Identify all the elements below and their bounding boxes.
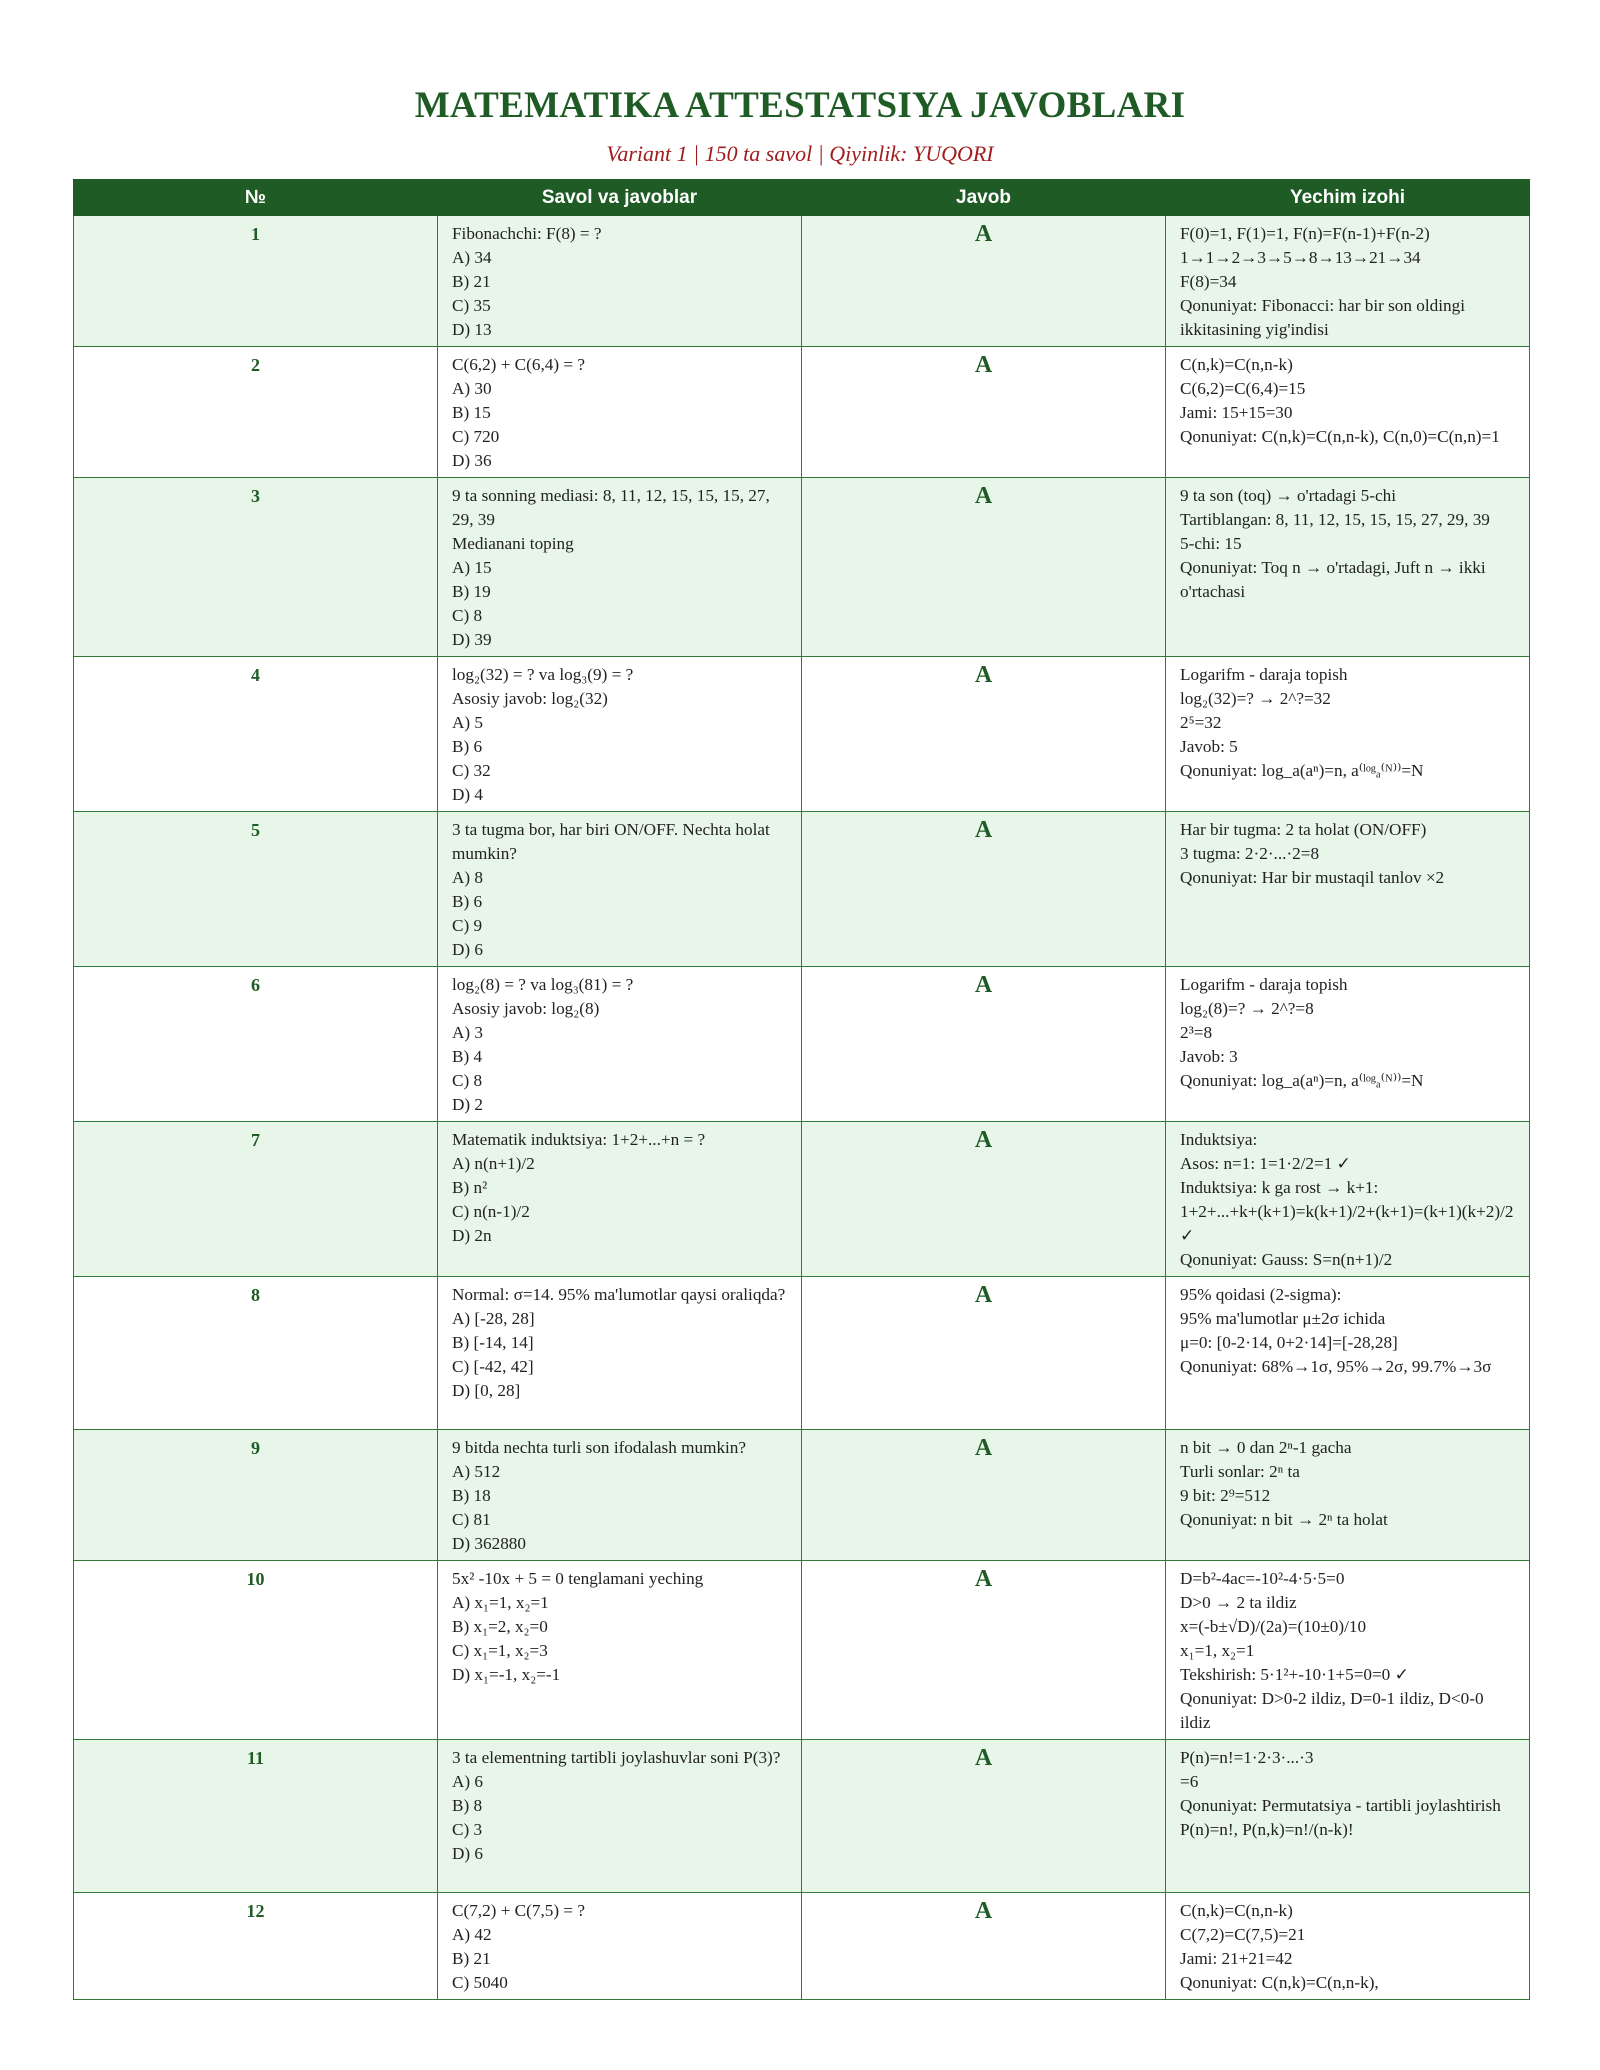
- solution-line: Induktsiya:: [1180, 1130, 1258, 1149]
- question-line: D) 2: [452, 1095, 484, 1114]
- table-row: [74, 1430, 1530, 1561]
- solution-line: 5-chi: 15: [1180, 534, 1242, 553]
- solution-line: Jami: 21+21=42: [1180, 1949, 1293, 1968]
- solution-line: Qonuniyat: log_a(aⁿ)=n, a⁽ˡᵒᵍₐ⁽ᴺ⁾⁾=N: [1180, 1071, 1424, 1090]
- solution-cell: [1166, 1122, 1530, 1277]
- question-line: A) n(n+1)/2: [452, 1154, 535, 1173]
- solution-line: n bit → 0 dan 2ⁿ-1 gacha: [1180, 1438, 1352, 1457]
- column-header-answer: Javob: [802, 180, 1166, 216]
- question-line: A) 3: [452, 1023, 484, 1042]
- question-line: Asosiy javob: log₂(8): [452, 999, 600, 1018]
- table-row: [74, 967, 1530, 1122]
- question-line: B) 21: [452, 272, 491, 291]
- question-cell: [438, 1561, 802, 1740]
- column-header-solution: Yechim izohi: [1166, 180, 1530, 216]
- table-row: [74, 347, 1530, 478]
- question-text: log₂(8) = ? va log₃(81) = ?: [452, 975, 634, 994]
- solution-line: x=(-b±√D)/(2a)=(10±0)/10: [1180, 1617, 1367, 1636]
- solution-line: 9 ta son (toq) → o'rtadagi 5-chi: [1180, 486, 1396, 505]
- question-cell: [438, 1893, 802, 2000]
- solution-line: Javob: 3: [1180, 1047, 1238, 1066]
- question-line: D) 6: [452, 940, 484, 959]
- solution-line: Qonuniyat: Permutatsiya - tartibli joylashtirish: [1180, 1796, 1501, 1815]
- question-text: Fibonachchi: F(8) = ?: [452, 224, 602, 243]
- solution-cell: [1166, 1277, 1530, 1430]
- correct-answer: A: [802, 1277, 1166, 1430]
- question-text: 9 ta sonning mediasi: 8, 11, 12, 15, 15, 15, 27, 29, 39: [452, 486, 770, 529]
- solution-line: Logarifm - daraja topish: [1180, 665, 1348, 684]
- solution-line: D>0 → 2 ta ildiz: [1180, 1593, 1297, 1612]
- question-line: C) [-42, 42]: [452, 1357, 534, 1376]
- solution-cell: [1166, 1430, 1530, 1561]
- solution-line: C(6,2)=C(6,4)=15: [1180, 379, 1306, 398]
- question-line: B) 18: [452, 1486, 491, 1505]
- correct-answer: A: [802, 812, 1166, 967]
- question-line: D) 39: [452, 630, 492, 649]
- solution-line: Qonuniyat: log_a(aⁿ)=n, a⁽ˡᵒᵍₐ⁽ᴺ⁾⁾=N: [1180, 761, 1424, 780]
- question-cell: [438, 1277, 802, 1430]
- question-cell: [438, 1122, 802, 1277]
- question-line: D) 4: [452, 785, 484, 804]
- solution-line: Qonuniyat: C(n,k)=C(n,n-k),: [1180, 1973, 1379, 1992]
- correct-answer: A: [802, 1561, 1166, 1740]
- table-row: [74, 1893, 1530, 2000]
- solution-line: D=b²-4ac=-10²-4·5·5=0: [1180, 1569, 1345, 1588]
- solution-cell: [1166, 1561, 1530, 1740]
- solution-line: log₂(8)=? → 2^?=8: [1180, 999, 1314, 1018]
- question-cell: [438, 1740, 802, 1893]
- question-line: A) x₁=1, x₂=1: [452, 1593, 549, 1612]
- question-cell: [438, 812, 802, 967]
- question-number: 7: [74, 1122, 438, 1277]
- question-line: A) 5: [452, 713, 484, 732]
- question-line: A) 8: [452, 868, 484, 887]
- question-text: log₂(32) = ? va log₃(9) = ?: [452, 665, 634, 684]
- solution-line: Logarifm - daraja topish: [1180, 975, 1348, 994]
- column-header-question: Savol va javoblar: [438, 180, 802, 216]
- question-text: 9 bitda nechta turli son ifodalash mumkin?: [452, 1438, 747, 1457]
- question-line: B) 8: [452, 1796, 483, 1815]
- correct-answer: A: [802, 1122, 1166, 1277]
- question-number: 4: [74, 657, 438, 812]
- question-number: 10: [74, 1561, 438, 1740]
- table-row: [74, 216, 1530, 347]
- correct-answer: A: [802, 657, 1166, 812]
- question-cell: [438, 478, 802, 657]
- solution-line: =6: [1180, 1772, 1199, 1791]
- question-number: 2: [74, 347, 438, 478]
- table-row: [74, 1561, 1530, 1740]
- solution-line: F(0)=1, F(1)=1, F(n)=F(n-1)+F(n-2): [1180, 224, 1430, 243]
- question-line: D) 362880: [452, 1534, 526, 1553]
- question-number: 5: [74, 812, 438, 967]
- question-number: 8: [74, 1277, 438, 1430]
- solution-line: C(n,k)=C(n,n-k): [1180, 1901, 1293, 1920]
- question-line: Medianani toping: [452, 534, 574, 553]
- solution-line: C(n,k)=C(n,n-k): [1180, 355, 1293, 374]
- question-line: A) 512: [452, 1462, 501, 1481]
- table-row: [74, 478, 1530, 657]
- question-line: C) 720: [452, 427, 500, 446]
- question-text: 3 ta elementning tartibli joylashuvlar soni P(3)?: [452, 1748, 781, 1767]
- solution-line: Qonuniyat: C(n,k)=C(n,n-k), C(n,0)=C(n,n)=1: [1180, 427, 1500, 446]
- question-line: Asosiy javob: log₂(32): [452, 689, 608, 708]
- solution-cell: [1166, 216, 1530, 347]
- question-line: C) 35: [452, 296, 491, 315]
- solution-line: Tekshirish: 5·1²+-10·1+5=0=0 ✓: [1180, 1665, 1409, 1684]
- question-line: D) x₁=-1, x₂=-1: [452, 1665, 561, 1684]
- question-number: 12: [74, 1893, 438, 2000]
- solution-line: 1→1→2→3→5→8→13→21→34: [1180, 248, 1421, 267]
- question-line: B) 4: [452, 1047, 483, 1066]
- question-number: 11: [74, 1740, 438, 1893]
- correct-answer: A: [802, 347, 1166, 478]
- question-number: 9: [74, 1430, 438, 1561]
- solution-cell: [1166, 967, 1530, 1122]
- solution-line: Qonuniyat: Gauss: S=n(n+1)/2: [1180, 1250, 1393, 1269]
- question-line: D) 36: [452, 451, 492, 470]
- question-text: C(6,2) + C(6,4) = ?: [452, 355, 585, 374]
- solution-line: 2³=8: [1180, 1023, 1213, 1042]
- answers-table: [73, 179, 1530, 2000]
- solution-cell: [1166, 347, 1530, 478]
- solution-line: F(8)=34: [1180, 272, 1237, 291]
- question-line: C) x₁=1, x₂=3: [452, 1641, 548, 1660]
- solution-line: Qonuniyat: Toq n → o'rtadagi, Juft n → ikki o'rtachasi: [1180, 558, 1486, 601]
- table-row: [74, 657, 1530, 812]
- question-cell: [438, 657, 802, 812]
- question-line: C) n(n-1)/2: [452, 1202, 530, 1221]
- solution-cell: [1166, 657, 1530, 812]
- solution-line: 95% qoidasi (2-sigma):: [1180, 1285, 1342, 1304]
- solution-cell: [1166, 478, 1530, 657]
- question-line: D) [0, 28]: [452, 1381, 521, 1400]
- solution-line: log₂(32)=? → 2^?=32: [1180, 689, 1331, 708]
- question-line: D) 2n: [452, 1226, 492, 1245]
- question-text: Normal: σ=14. 95% ma'lumotlar qaysi oraliqda?: [452, 1285, 786, 1304]
- table-row: [74, 812, 1530, 967]
- question-line: C) 3: [452, 1820, 483, 1839]
- solution-line: Tartiblangan: 8, 11, 12, 15, 15, 15, 27, 29, 39: [1180, 510, 1490, 529]
- solution-line: Turli sonlar: 2ⁿ ta: [1180, 1462, 1300, 1481]
- document-subtitle: Variant 1 | 150 ta savol | Qiyinlik: YUQORI: [606, 141, 994, 166]
- solution-cell: [1166, 1740, 1530, 1893]
- question-number: 6: [74, 967, 438, 1122]
- solution-line: 9 bit: 2⁹=512: [1180, 1486, 1271, 1505]
- question-line: A) 15: [452, 558, 492, 577]
- question-line: B) n²: [452, 1178, 488, 1197]
- correct-answer: A: [802, 1740, 1166, 1893]
- question-text: 5x² -10x + 5 = 0 tenglamani yeching: [452, 1569, 704, 1588]
- solution-cell: [1166, 812, 1530, 967]
- question-line: D) 13: [452, 320, 492, 339]
- solution-line: P(n)=n!=1·2·3·...·3: [1180, 1748, 1314, 1767]
- table-body: [74, 216, 1530, 2000]
- question-text: C(7,2) + C(7,5) = ?: [452, 1901, 585, 1920]
- table-row: [74, 1122, 1530, 1277]
- question-line: B) 6: [452, 892, 483, 911]
- correct-answer: A: [802, 1893, 1166, 2000]
- question-line: A) 6: [452, 1772, 484, 1791]
- solution-line: Qonuniyat: Har bir mustaqil tanlov ×2: [1180, 868, 1445, 887]
- solution-line: Qonuniyat: 68%→1σ, 95%→2σ, 99.7%→3σ: [1180, 1357, 1492, 1376]
- solution-line: Jami: 15+15=30: [1180, 403, 1293, 422]
- question-line: D) 6: [452, 1844, 484, 1863]
- solution-line: Induktsiya: k ga rost → k+1:: [1180, 1178, 1379, 1197]
- question-line: C) 5040: [452, 1973, 508, 1992]
- question-line: C) 32: [452, 761, 491, 780]
- question-line: B) 15: [452, 403, 491, 422]
- solution-line: x₁=1, x₂=1: [1180, 1641, 1255, 1660]
- question-cell: [438, 967, 802, 1122]
- table-row: [74, 1740, 1530, 1893]
- question-line: A) 34: [452, 248, 492, 267]
- solution-line: 2⁵=32: [1180, 713, 1222, 732]
- solution-line: Asos: n=1: 1=1·2/2=1 ✓: [1180, 1154, 1351, 1173]
- solution-line: 3 tugma: 2·2·...·2=8: [1180, 844, 1320, 863]
- question-line: B) 6: [452, 737, 483, 756]
- solution-line: Qonuniyat: D>0-2 ildiz, D=0-1 ildiz, D<0-0 ildiz: [1180, 1689, 1484, 1732]
- solution-line: 95% ma'lumotlar μ±2σ ichida: [1180, 1309, 1386, 1328]
- question-cell: [438, 347, 802, 478]
- question-cell: [438, 1430, 802, 1561]
- solution-line: Qonuniyat: n bit → 2ⁿ ta holat: [1180, 1510, 1388, 1529]
- table-row: [74, 1277, 1530, 1430]
- question-line: C) 9: [452, 916, 483, 935]
- solution-line: Javob: 5: [1180, 737, 1238, 756]
- solution-cell: [1166, 1893, 1530, 2000]
- question-line: C) 81: [452, 1510, 491, 1529]
- document-title: MATEMATIKA ATTESTATSIYA JAVOBLARI: [414, 85, 1186, 126]
- solution-line: μ=0: [0-2·14, 0+2·14]=[-28,28]: [1180, 1333, 1398, 1352]
- question-cell: [438, 216, 802, 347]
- solution-line: Har bir tugma: 2 ta holat (ON/OFF): [1180, 820, 1427, 839]
- correct-answer: A: [802, 478, 1166, 657]
- solution-line: P(n)=n!, P(n,k)=n!/(n-k)!: [1180, 1820, 1354, 1839]
- question-line: B) x₁=2, x₂=0: [452, 1617, 548, 1636]
- question-line: B) 19: [452, 582, 491, 601]
- solution-line: Qonuniyat: Fibonacci: har bir son oldingi ikkitasining yig'indisi: [1180, 296, 1465, 339]
- question-line: A) [-28, 28]: [452, 1309, 535, 1328]
- correct-answer: A: [802, 216, 1166, 347]
- column-header-number: №: [74, 180, 438, 216]
- solution-line: 1+2+...+k+(k+1)=k(k+1)/2+(k+1)=(k+1)(k+2)/2 ✓: [1180, 1202, 1514, 1245]
- correct-answer: A: [802, 1430, 1166, 1561]
- question-line: C) 8: [452, 606, 483, 625]
- question-line: B) [-14, 14]: [452, 1333, 534, 1352]
- question-line: A) 42: [452, 1925, 492, 1944]
- question-number: 1: [74, 216, 438, 347]
- question-number: 3: [74, 478, 438, 657]
- table-header-row: [74, 180, 1530, 216]
- question-line: A) 30: [452, 379, 492, 398]
- solution-line: C(7,2)=C(7,5)=21: [1180, 1925, 1306, 1944]
- correct-answer: A: [802, 967, 1166, 1122]
- question-text: Matematik induktsiya: 1+2+...+n = ?: [452, 1130, 706, 1149]
- question-text: 3 ta tugma bor, har biri ON/OFF. Nechta holat mumkin?: [452, 820, 770, 863]
- question-line: B) 21: [452, 1949, 491, 1968]
- question-line: C) 8: [452, 1071, 483, 1090]
